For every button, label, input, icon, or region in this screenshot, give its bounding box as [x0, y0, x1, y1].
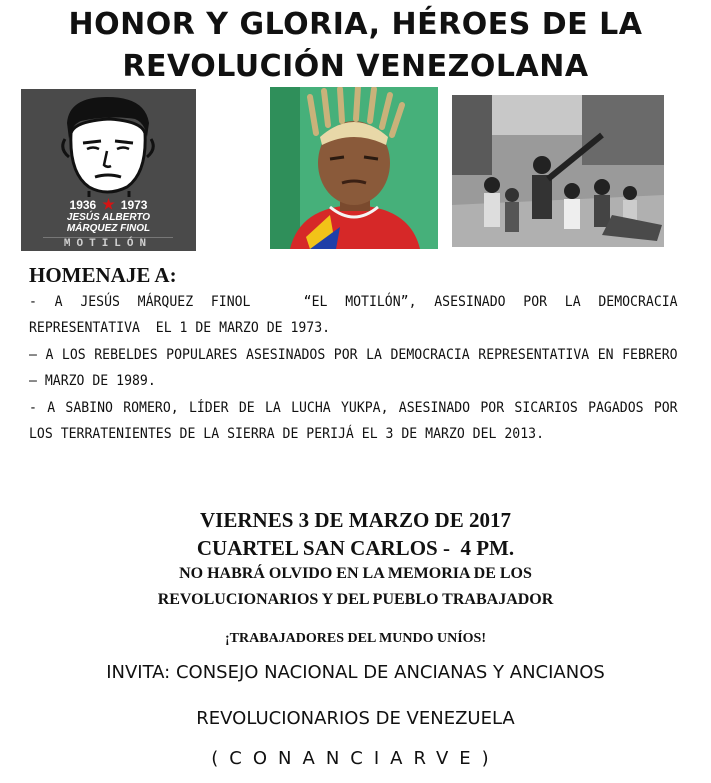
event-place: CUARTEL SAN CARLOS - 4 PM.: [196, 536, 515, 560]
call-to-action: ¡TRABAJADORES DEL MUNDO UNÍOS!: [225, 631, 486, 646]
sabino-romero-photo: [270, 87, 438, 249]
slogan-line-2: REVOLUCIONARIOS Y DEL PUEBLO TRABAJADOR: [157, 591, 554, 608]
motilon-years: [21, 196, 196, 213]
event-date: VIERNES 3 DE MARZO DE 2017: [200, 508, 511, 532]
star-icon: ★: [102, 196, 115, 212]
homenaje-item-3: - A SABINO ROMERO, LÍDER DE LA LUCHA YUKPA, ASESINADO POR SICARIOS PAGADOS POR LOS TERRATENIENTES DE LA SIERRA DE PERIJÁ EL 3 DE MARZO DEL 2013.: [29, 400, 678, 442]
homenaje-heading: HOMENAJE A:: [29, 263, 177, 287]
motilon-name-line-1: JESÚS ALBERTO: [66, 212, 151, 223]
crowd-protest-photo: [452, 95, 664, 247]
motilon-face-drawing: [49, 93, 169, 197]
homenaje-item-1: - A JESÚS MÁRQUEZ FINOL “EL MOTILÓN”, ASESINADO POR LA DEMOCRACIA REPRESENTATIVA EL 1 DE MARZO DE 1973.: [29, 294, 678, 336]
title-line-2: REVOLUCIÓN VENEZOLANA: [122, 49, 589, 84]
motilon-name-line-2: MÁRQUEZ FINOL: [66, 223, 151, 234]
year-start: 1936: [69, 198, 97, 212]
crowd-scene-drawing: [452, 95, 664, 247]
invita-acronym: (CONANCIARVE): [211, 748, 500, 769]
invita-line-1: INVITA: CONSEJO NACIONAL DE ANCIANAS Y ANCIANOS: [106, 662, 605, 683]
invita-line-2: REVOLUCIONARIOS DE VENEZUELA: [196, 708, 515, 729]
sabino-portrait-drawing: [270, 87, 438, 249]
motilon-nickname: MOTILÓN: [43, 237, 173, 250]
title-line-1: HONOR Y GLORIA, HÉROES DE LA: [68, 7, 643, 42]
year-end: 1973: [120, 198, 148, 212]
motilon-portrait-image: [21, 89, 196, 251]
motilon-name: [21, 212, 196, 234]
homenaje-item-2: – A LOS REBELDES POPULARES ASESINADOS POR LA DEMOCRACIA REPRESENTATIVA EN FEBRERO – MARZO DE 1989.: [29, 347, 678, 389]
slogan-line-1: NO HABRÁ OLVIDO EN LA MEMORIA DE LOS: [179, 565, 532, 582]
